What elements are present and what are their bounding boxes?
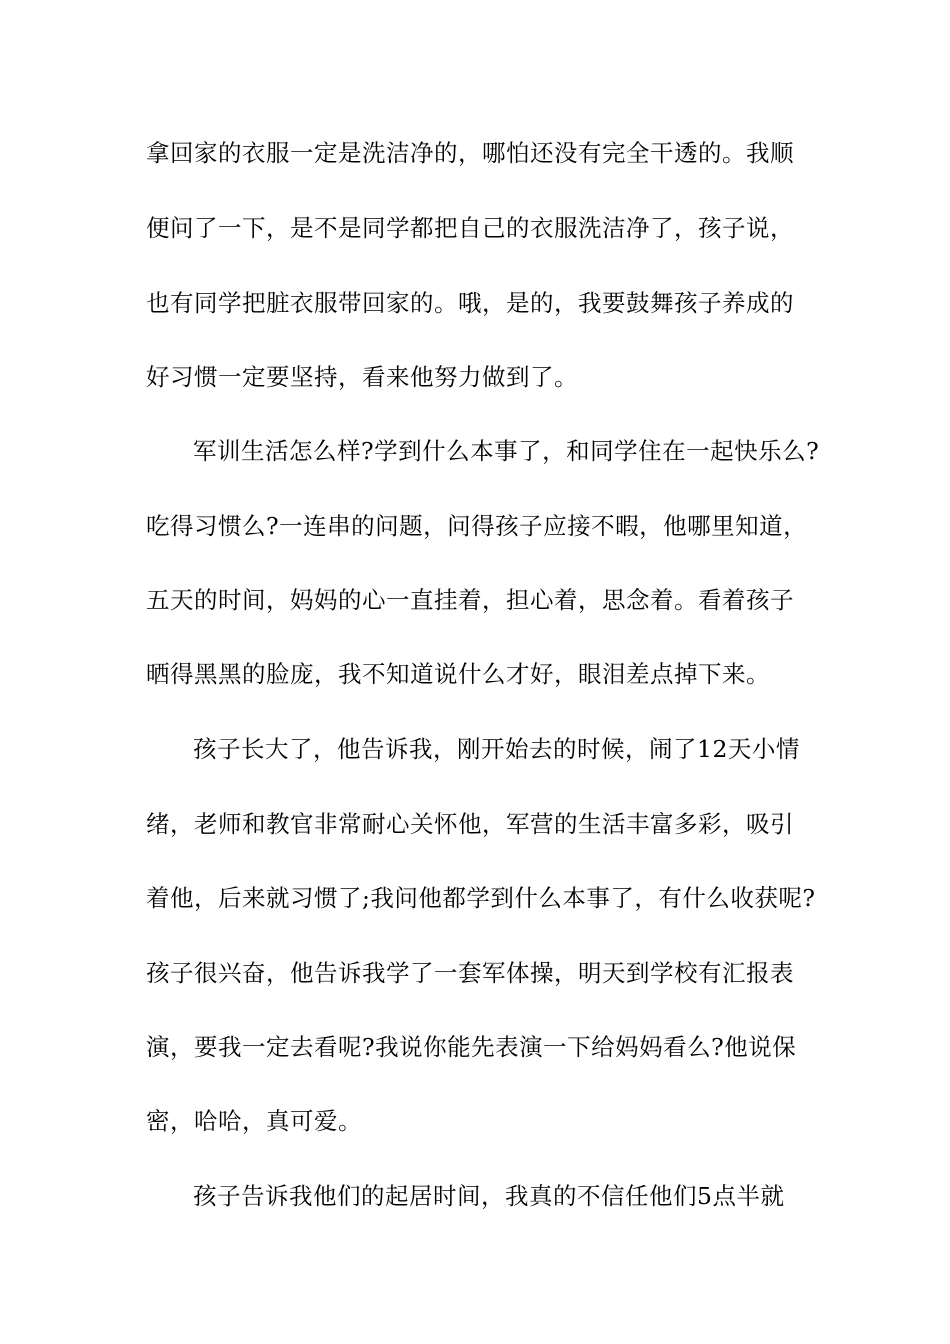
text-line: 密，哈哈，真可爱。 [146,1107,362,1135]
text-line: 演，要我一定去看呢?我说你能先表演一下给妈妈看么?他说保 [146,1033,797,1061]
paragraph-first-line: 军训生活怎么样?学到什么本事了，和同学住在一起快乐么? [193,437,820,465]
text-line: 便问了一下，是不是同学都把自己的衣服洗洁净了，孩子说， [146,214,794,242]
text-line: 好习惯一定要坚持，看来他努力做到了。 [146,363,578,391]
text-line: 绪，老师和教官非常耐心关怀他，军营的生活丰富多彩，吸引 [146,810,794,838]
paragraph-first-line: 孩子长大了，他告诉我，刚开始去的时候，闹了12天小情 [193,735,800,763]
text-line: 着他，后来就习惯了;我问他都学到什么本事了，有什么收获呢? [146,884,816,912]
text-line: 晒得黑黑的脸庞，我不知道说什么才好，眼泪差点掉下来。 [146,660,770,688]
text-line: 也有同学把脏衣服带回家的。哦，是的，我要鼓舞孩子养成的 [146,289,794,317]
paragraph-first-line: 孩子告诉我他们的起居时间，我真的不信任他们5点半就 [193,1182,785,1210]
text-line: 孩子很兴奋，他告诉我学了一套军体操，明天到学校有汇报表 [146,959,794,987]
text-line: 五天的时间，妈妈的心一直挂着，担心着，思念着。看着孩子 [146,586,794,614]
text-line: 吃得习惯么?一连串的问题，问得孩子应接不暇，他哪里知道， [146,512,808,540]
text-line: 拿回家的衣服一定是洗洁净的，哪怕还没有完全干透的。我顺 [146,139,794,167]
